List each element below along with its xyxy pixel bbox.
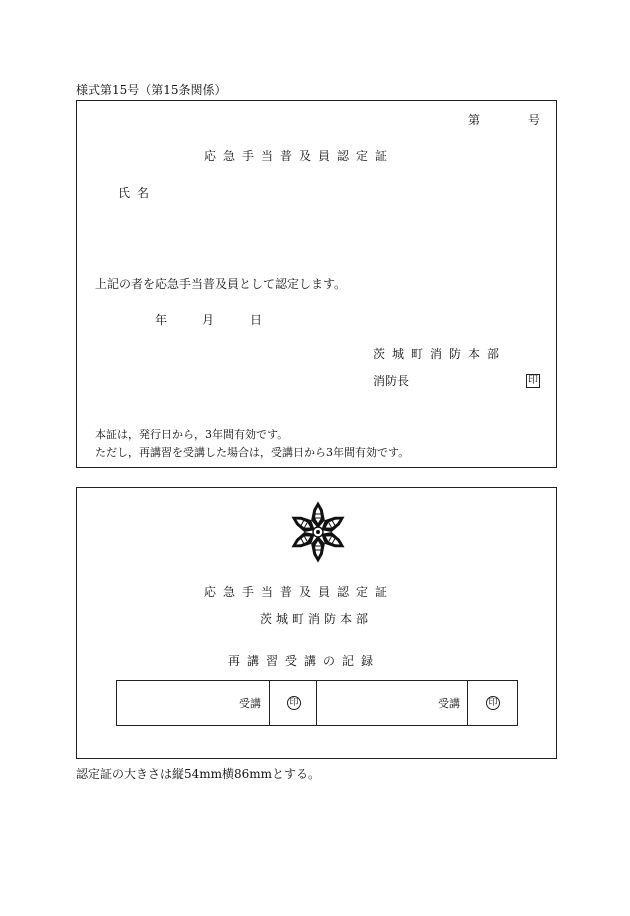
certificate-title: 応急手当普及員認定証 [204, 149, 395, 163]
record-cell-2-label: 受講 [438, 697, 460, 710]
validity-note-2: ただし，再講習を受講した場合は，受講日から3年間有効です。 [95, 446, 410, 459]
official-seal-mark: 印 [528, 375, 538, 386]
record-cell-1-label: 受講 [239, 697, 261, 710]
date-month-label: 月 [202, 313, 215, 327]
back-organization: 茨城町消防本部 [260, 612, 373, 626]
certificate-number-dai: 第 [468, 113, 481, 127]
certificate-back [76, 487, 557, 759]
issuer-organization: 茨城町消防本部 [373, 347, 507, 361]
validity-note-1: 本証は，発行日から，3年間有効です。 [95, 428, 289, 441]
certificate-front [76, 100, 557, 468]
reexam-record-table [116, 680, 518, 726]
issuer-title: 消防長 [373, 374, 410, 388]
form-label: 様式第15号（第15条関係） [76, 83, 227, 97]
record-cell-2-seal: 印 [486, 696, 500, 710]
certification-statement: 上記の者を応急手当普及員として認定します。 [95, 277, 347, 291]
back-certificate-title: 応急手当普及員認定証 [204, 585, 395, 599]
date-year-label: 年 [155, 313, 168, 327]
town-emblem-icon [286, 500, 350, 564]
name-label: 氏名 [118, 186, 157, 200]
record-heading: 再講習受講の記録 [228, 654, 381, 668]
certificate-number-go: 号 [528, 113, 541, 127]
record-cell-1-seal: 印 [287, 696, 301, 710]
date-day-label: 日 [250, 313, 263, 327]
size-footnote: 認定証の大きさは縦54mm横86mmとする。 [76, 767, 321, 781]
